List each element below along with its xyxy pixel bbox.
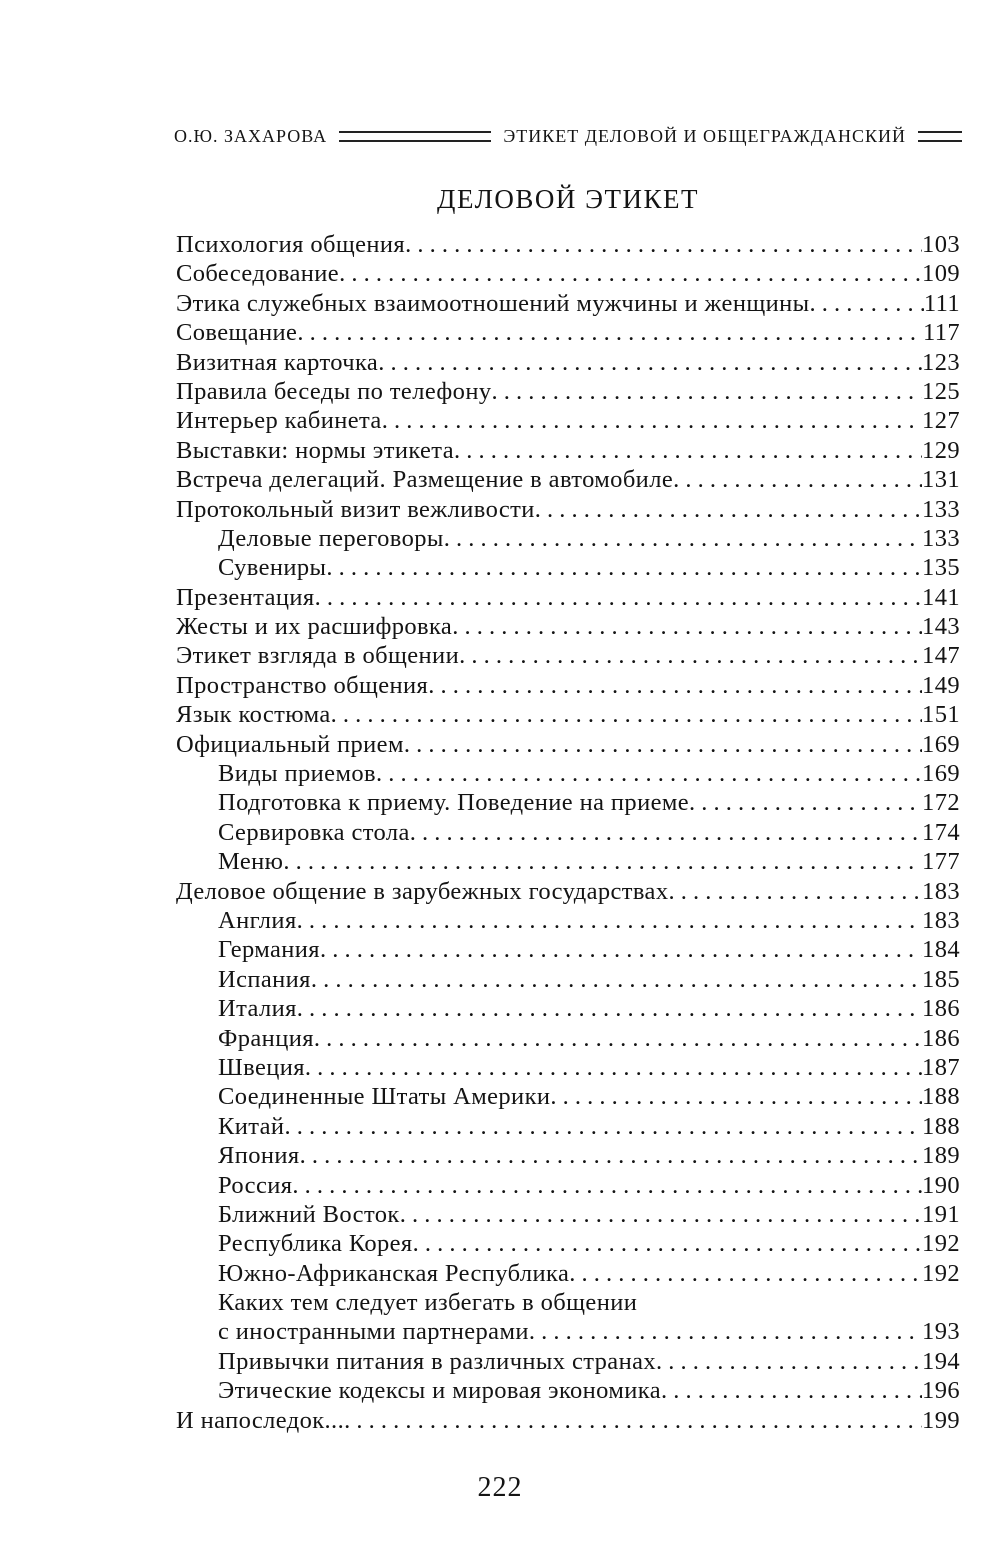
toc-entry-page: 196 bbox=[922, 1377, 960, 1405]
toc-entry-title: Китай bbox=[218, 1112, 285, 1140]
header-author: О.Ю. ЗАХАРОВА bbox=[174, 126, 328, 146]
toc-entry bbox=[176, 994, 960, 1023]
toc-entry bbox=[176, 1347, 960, 1376]
toc-entry-title: Германия bbox=[218, 936, 320, 964]
toc-entry-title: Встреча делегаций. Размещение в автомобиле bbox=[176, 466, 674, 494]
toc-dot-leader bbox=[656, 1347, 922, 1376]
toc-entry-page: 192 bbox=[922, 1259, 960, 1287]
toc-entry-title: Собеседование bbox=[176, 260, 340, 288]
toc-entry-title: Южно-Африканская Республика bbox=[218, 1259, 570, 1287]
toc-entry bbox=[176, 436, 960, 465]
toc-dot-leader bbox=[535, 495, 922, 524]
toc-entry-title: Каких тем следует избегать в общении bbox=[218, 1289, 638, 1317]
toc-entry bbox=[176, 906, 960, 935]
toc-entry bbox=[176, 1406, 960, 1435]
toc-entry-title: Меню bbox=[218, 848, 284, 876]
toc-entry-title: Протокольный визит вежливости bbox=[176, 495, 535, 523]
toc-entry-page: 151 bbox=[922, 701, 960, 729]
toc-entry-title: Презентация bbox=[176, 583, 315, 611]
toc-entry-title: Республика Корея bbox=[218, 1230, 413, 1258]
toc-entry bbox=[176, 1171, 960, 1200]
toc-entry bbox=[176, 318, 960, 347]
toc-dot-leader bbox=[668, 877, 922, 906]
toc-dot-leader bbox=[661, 1376, 922, 1405]
page-number: 222 bbox=[477, 1472, 523, 1503]
toc-entry bbox=[176, 965, 960, 994]
toc-entry-title: Сервировка стола bbox=[218, 818, 410, 846]
header-rule-divider bbox=[339, 131, 491, 142]
toc-entry-title: Соединенные Штаты Америки bbox=[218, 1083, 551, 1111]
toc-entry bbox=[176, 847, 960, 876]
toc-entry-page: 127 bbox=[922, 407, 960, 435]
toc-entry-page: 133 bbox=[922, 495, 960, 523]
toc-entry bbox=[176, 348, 960, 377]
toc-dot-leader bbox=[452, 612, 922, 641]
toc-entry-page: 186 bbox=[922, 1024, 960, 1052]
toc-entry-title: Привычки питания в различных странах bbox=[218, 1347, 657, 1375]
toc-entry bbox=[176, 1200, 960, 1229]
toc-dot-leader bbox=[314, 1024, 922, 1053]
toc-entry-title: Психология общения bbox=[176, 231, 406, 258]
toc-entry bbox=[176, 612, 960, 641]
toc-entry-title: Ближний Восток bbox=[218, 1200, 400, 1228]
toc-entry-page: 123 bbox=[922, 348, 960, 376]
toc-dot-leader bbox=[297, 318, 923, 347]
toc-entry-page: 141 bbox=[922, 583, 960, 611]
toc-dot-leader bbox=[284, 1112, 922, 1141]
toc-entry bbox=[176, 671, 960, 700]
toc-entry-page: 147 bbox=[922, 642, 960, 670]
toc-entry-page: 143 bbox=[922, 613, 960, 641]
toc-entry-page: 169 bbox=[922, 730, 960, 758]
toc-dot-leader bbox=[550, 1082, 922, 1111]
toc-entry bbox=[176, 641, 960, 670]
toc-entry-title: Италия bbox=[218, 995, 297, 1023]
toc-entry-page: 187 bbox=[922, 1053, 960, 1081]
toc-entry bbox=[176, 730, 960, 759]
toc-entry-page: 109 bbox=[922, 260, 960, 288]
toc-entry-title: Пространство общения bbox=[176, 671, 429, 699]
toc-entry-page: 192 bbox=[922, 1230, 960, 1258]
toc-entry bbox=[176, 1112, 960, 1141]
toc-entry-title: Этикет взгляда в общении bbox=[176, 642, 460, 670]
toc-dot-leader bbox=[454, 436, 922, 465]
toc-entry-page: 188 bbox=[922, 1083, 960, 1111]
toc-entry-page: 199 bbox=[922, 1406, 960, 1434]
toc-entry-page: 133 bbox=[922, 524, 960, 552]
toc-entry bbox=[176, 1259, 960, 1288]
toc-entry bbox=[176, 524, 960, 553]
toc-entry-page: 103 bbox=[922, 231, 960, 258]
toc-entry bbox=[176, 877, 960, 906]
toc-dot-leader bbox=[292, 1171, 922, 1200]
toc-entry-page: 177 bbox=[922, 848, 960, 876]
toc-dot-leader bbox=[344, 1406, 922, 1435]
toc-entry-title: И напоследок... bbox=[176, 1406, 345, 1434]
toc-entry-page: 169 bbox=[922, 760, 960, 788]
toc-dot-leader bbox=[404, 730, 922, 759]
toc-entry-page: 193 bbox=[922, 1318, 960, 1346]
toc-entry bbox=[176, 1376, 960, 1405]
toc-dot-leader bbox=[376, 759, 922, 788]
toc-entry-title: Франция bbox=[218, 1024, 314, 1052]
toc-entry bbox=[176, 259, 960, 288]
toc-entry-title: Сувениры bbox=[218, 554, 327, 582]
toc-entry-title: Интерьер кабинета bbox=[176, 407, 382, 435]
toc-entry-page: 188 bbox=[922, 1112, 960, 1140]
toc-entry-title: Швеция bbox=[218, 1053, 305, 1081]
toc-entry bbox=[176, 700, 960, 729]
toc-dot-leader bbox=[400, 1200, 922, 1229]
toc-entry-title: Россия bbox=[218, 1171, 293, 1199]
toc-entry bbox=[176, 818, 960, 847]
toc-entry-page: 149 bbox=[922, 671, 960, 699]
toc-entry bbox=[176, 465, 960, 494]
toc-dot-leader bbox=[529, 1317, 922, 1346]
toc-dot-leader bbox=[339, 259, 922, 288]
toc-entry-title: Деловое общение в зарубежных государствах bbox=[176, 877, 669, 905]
toc-entry-page: 183 bbox=[922, 906, 960, 934]
toc-entry-page: 172 bbox=[922, 789, 960, 817]
toc-entry bbox=[176, 230, 960, 259]
toc-dot-leader bbox=[410, 818, 922, 847]
toc-entry bbox=[176, 1229, 960, 1258]
toc-entry-page: 111 bbox=[923, 289, 960, 317]
toc-entry bbox=[176, 1053, 960, 1082]
toc-dot-leader bbox=[315, 583, 922, 612]
toc-entry bbox=[176, 1082, 960, 1111]
toc-entry-title: Визитная карточка bbox=[176, 348, 379, 376]
toc-entry-title: Япония bbox=[218, 1142, 300, 1170]
toc-entry bbox=[176, 935, 960, 964]
toc-entry-page: 135 bbox=[922, 554, 960, 582]
toc-entry-title: Совещание bbox=[176, 319, 298, 347]
section-title: ДЕЛОВОЙ ЭТИКЕТ bbox=[437, 184, 699, 214]
toc-dot-leader bbox=[405, 230, 922, 259]
toc-entry-title: Жесты и их расшифровка bbox=[176, 613, 453, 641]
toc-entry-title: Правила беседы по телефону bbox=[176, 377, 492, 405]
toc-entry-title: Язык костюма bbox=[176, 701, 331, 729]
toc-dot-leader bbox=[428, 671, 922, 700]
toc-dot-leader bbox=[459, 641, 922, 670]
toc-entry-page: 184 bbox=[922, 936, 960, 964]
toc-entry-title: Выставки: нормы этикета bbox=[176, 436, 454, 464]
toc-entry-page: 191 bbox=[922, 1200, 960, 1228]
header-rule-end bbox=[918, 131, 962, 142]
toc-entry bbox=[176, 406, 960, 435]
toc-dot-leader bbox=[444, 524, 922, 553]
toc-dot-leader bbox=[413, 1229, 922, 1258]
toc-entry bbox=[176, 583, 960, 612]
toc-entry-page: 174 bbox=[922, 818, 960, 846]
toc-dot-leader bbox=[382, 406, 922, 435]
toc-entry-title: с иностранными партнерами bbox=[218, 1318, 529, 1346]
toc-dot-leader bbox=[300, 1141, 922, 1170]
toc-entry-page: 183 bbox=[922, 877, 960, 905]
toc-entry bbox=[176, 1317, 960, 1346]
toc-entry-title: Англия bbox=[218, 906, 297, 934]
toc-dot-leader bbox=[283, 847, 922, 876]
toc-entry-page: 189 bbox=[922, 1142, 960, 1170]
toc-dot-leader bbox=[331, 700, 922, 729]
toc-entry-title: Этические кодексы и мировая экономика bbox=[218, 1377, 661, 1405]
toc-entry bbox=[176, 759, 960, 788]
toc-entry bbox=[176, 553, 960, 582]
toc-dot-leader bbox=[569, 1259, 922, 1288]
toc-entry bbox=[176, 788, 960, 817]
toc-entry-page: 190 bbox=[922, 1171, 960, 1199]
toc-entry-page: 194 bbox=[922, 1347, 960, 1375]
toc-dot-leader bbox=[378, 348, 922, 377]
toc-entry bbox=[176, 495, 960, 524]
toc-entry-title: Подготовка к приему. Поведение на приеме bbox=[218, 789, 690, 817]
toc-entry bbox=[176, 289, 960, 318]
toc-dot-leader bbox=[297, 906, 922, 935]
toc-entry-page: 125 bbox=[922, 377, 960, 405]
toc-entry-title: Испания bbox=[218, 965, 311, 993]
toc-entry-title: Виды приемов bbox=[218, 760, 376, 788]
toc-entry bbox=[176, 1141, 960, 1170]
toc-dot-leader bbox=[297, 994, 922, 1023]
toc-dot-leader bbox=[320, 935, 922, 964]
header-book-title: ЭТИКЕТ ДЕЛОВОЙ И ОБЩЕГРАЖДАНСКИЙ bbox=[503, 126, 906, 146]
toc-dot-leader bbox=[326, 553, 922, 582]
toc-entry-page: 117 bbox=[922, 319, 960, 347]
toc-dot-leader bbox=[305, 1053, 922, 1082]
toc-dot-leader bbox=[809, 289, 923, 318]
toc-entry-title: Деловые переговоры bbox=[218, 524, 444, 552]
toc-entry-title: Этика служебных взаимоотношений мужчины и женщины bbox=[176, 289, 810, 317]
toc-entry bbox=[176, 1288, 960, 1317]
toc-entry bbox=[176, 1024, 960, 1053]
toc-dot-leader bbox=[491, 377, 922, 406]
toc-entry bbox=[176, 377, 960, 406]
toc-entry-page: 129 bbox=[922, 436, 960, 464]
toc-entry-page: 185 bbox=[922, 965, 960, 993]
running-head bbox=[174, 126, 962, 147]
toc-entry-page: 186 bbox=[922, 995, 960, 1023]
toc-entry-title: Официальный прием bbox=[176, 730, 404, 758]
toc-dot-leader bbox=[673, 465, 922, 494]
toc-dot-leader bbox=[689, 788, 922, 817]
table-of-contents bbox=[176, 230, 960, 1435]
toc-dot-leader bbox=[311, 965, 922, 994]
toc-entry-page: 131 bbox=[922, 466, 960, 494]
